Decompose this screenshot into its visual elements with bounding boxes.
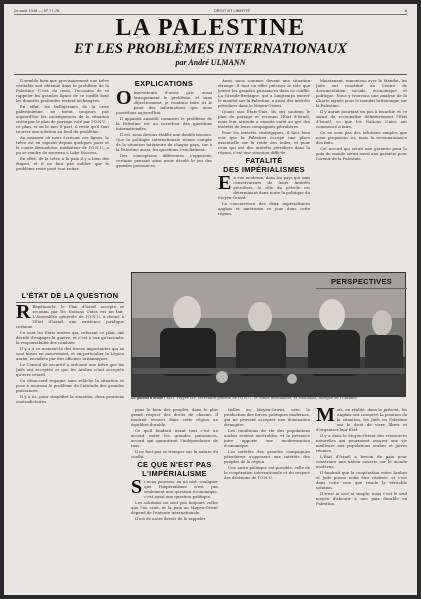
dropcap: R [16, 300, 31, 323]
article-title: LA PALESTINE [115, 15, 306, 41]
section-heading-ce-que [131, 461, 218, 478]
header-rule [14, 74, 407, 75]
heading-line: FATALITÉ [245, 156, 283, 165]
paragraph: ais, en réalité, dans le présent, les Anglais ont conservé la position de la situation, les Juifs en Palestine ont le droit de vivre libres et d'organiser leur État. [316, 407, 407, 432]
paragraph: Il y a dans le Moyen-Orient des ressources naturelles qui pourraient assurer une vie meilleure aux populations arabes et juives réunies. [316, 433, 407, 453]
dropcap: M [316, 407, 335, 426]
paragraph: Pour les intérêts stratégiques, il faut bien voir que la Palestine occupe une place essentielle sur la route des Indes, et pour ceux qui ont des intérêts pétroliers dans la région, c'est une situation difficile. [218, 130, 310, 155]
paragraph: Il semble bien que provisoirement une trêve véritable soit obtenue dans le problème de la Palestine. C'est, du reste, l'occasion de se rappeler les grandes lignes de ce conflit dont les données profondes restent inchangées. [16, 78, 109, 103]
paragraph: Une autre politique est possible, celle de la coopération internationale et du respect des décisions de l'O.N.U. [224, 465, 310, 480]
paragraph: Il y aurait pourtant un pas à franchir, et ce serait de reconnaître définitivement l'État d'Israël, ce que les Nations Unies ont commencé à faire. [316, 109, 407, 129]
issue-date: 2e août 1948 — Nº 77-78 [14, 8, 60, 13]
paragraph: n vue moderne, dans les pays qui sont conservateurs de leurs intérêts pétroliers, le rôle du pétrole est déterminant dans toute la politique du Moyen-Orient. [218, 175, 310, 200]
paragraph: Quant aux États-Unis, ils ont soutenu le plan de partage et reconnu l'État d'Israël, mais leur attitude a ensuite varié au gré des intérêts de leurs compagnies pétrolières. [218, 109, 310, 129]
paragraph: Il est de notre devoir de le rappeler. [135, 516, 207, 521]
page-number: 5 [404, 8, 407, 13]
dropcap: E [218, 172, 232, 194]
section-heading-etat: L'ÉTAT DE LA QUESTION [16, 292, 124, 303]
paragraph: Le Conseil de sécurité a ordonné une trêve que les Juifs ont acceptée et que les Arabes n'ont acceptée qu'avec retard. [16, 361, 124, 377]
heading-line: CE QUE N'EST PAS [137, 460, 212, 469]
heading-line: DES IMPÉRIALISMES [223, 164, 305, 174]
paragraph: Les conditions de vie des populations arabes restent misérables, et la présence juive apporte une modernisation économique. [224, 428, 310, 448]
paragraph: pour le bien des peuples, dans le plus grand respect des droits de chacun. Il faudrait trouver dans cette région un équilibre durable. [131, 407, 218, 427]
publication-name: DROIT ET LIBERTÉ [213, 8, 251, 13]
section-heading-explications: EXPLICATIONS [134, 79, 194, 88]
paragraph: bservateurs d'avoir pris aussi brusquement le problème, et sans objectivement, je voudrais faire ici le point des informations que nous possédons aujourd'hui. [116, 89, 212, 115]
paragraph: i nous pouvons, en un mot, souligner que l'impérialisme n'est pas seulement une question économique, c'est aussi une question politique. [144, 479, 218, 499]
paragraph: Ce sont les États arabes qui, refusant ce plan, ont décidé d'engager la guerre, et c'est à eux qu'incombe la responsabilité des combats. [16, 329, 124, 345]
paragraph: Ce qu'il faudrait avant tout c'est un accord entre les grandes puissances, accord qui garantirait l'indépendance de tous. [131, 428, 218, 448]
article-subtitle: ET LES PROBLÈMES INTERNATIONAUX [74, 41, 347, 57]
column-2-bottom [131, 407, 218, 590]
section-heading-perspectives: PERSPECTIVES [316, 278, 407, 289]
paragraph: Les solutions ne sont pas toujours celles que l'on croit, et la paix au Moyen-Orient dépend de l'entente internationale. [131, 500, 218, 515]
paragraph: Aussi nous sommes devant une situation étrange. Il faut en effet préciser le rôle que jouent les grandes puissances dans ce conflit. La Grande-Bretagne, qui a longtemps exercé le mandat sur la Palestine, a aussi des intérêts pétroliers dans le Moyen-Orient. [218, 78, 310, 108]
column-2-top [116, 78, 212, 270]
paragraph: Il apparaît aussitôt comment le problème de la Palestine est au carrefour des questions internationales. [116, 115, 212, 131]
paragraph: Il ne faut pas se tromper sur la nature du conflit. [131, 449, 218, 459]
paragraph: Il y a à ce moment-là des forces importantes qui se sont mises en mouvement, et en particulier la Légion arabe, encadrée par des officiers britanniques. [16, 345, 124, 361]
column-1-top [16, 78, 109, 286]
paragraph: tielles au Moyen-Orient, avec la production des forces politiques modernes, qui ne peuvent accepter une domination étrangère. [224, 407, 310, 427]
column-4-bottom-text [316, 407, 407, 590]
paragraph: La concurrence des deux impérialismes anglais et américain se joue dans cette région. [218, 201, 310, 216]
heading-line: L'IMPÉRIALISME [142, 468, 207, 478]
column-4-top [316, 78, 407, 272]
paragraph: Cet accord qui serait une garantie pour la paix du monde serait aussi une garantie pour l'avenir de la Palestine. [316, 146, 407, 161]
paragraph: Il faudrait que la coopération entre Arabes et Juifs puisse enfin être réalisée, et c'est dans cette voie que réside la véritable solution. [316, 470, 407, 490]
dropcap: S [131, 476, 143, 498]
paragraph: En effet, de la trêve à la paix il y a bien des étapes, et il ne faut pas oublier que le problème reste posé tout entier. [16, 156, 109, 171]
paragraph: Répétons-le, le Plan d'Israël accepté et reconnu par les Nations Unies est un fait. L'Assemblée générale de l'O.N.U. a donné à l'État d'Israël une existence juridique certaine. [16, 303, 124, 329]
paragraph: Il y a ici, pour simplifier la situation, deux positions contradictoires. [16, 393, 124, 404]
caption-text: MM. Trygve Lie, secrétaire général de l'O.N.U., le comte Bernadotte, et Moutollas, délégué de l'Ukraine. [166, 396, 358, 400]
paragraph: Il est, nous devons établir une double tension. Que la politique internationale tienne compte de la situation intérieure de chaque pays, car à la Palestine aussi, les questions s'enchaînent. [116, 131, 212, 152]
caption-lead: De gauche à droite : [131, 396, 166, 400]
paragraph: Ce désaccord regagne sans relâche la situation et pose à nouveau le problème de l'attitude des grandes puissances. [16, 377, 124, 393]
article-header [12, 15, 409, 68]
article-author: par André ULMANN [175, 58, 246, 67]
paragraph: Les intérêts des grandes compagnies pétrolières s'opposent aux intérêts des peuples de la région. [224, 449, 310, 464]
section-heading-fatalite [218, 157, 310, 174]
paragraph: L'État d'Israël a besoin de paix pour construire une nation ouverte sur le monde moderne. [316, 454, 407, 469]
paragraph: Ce ne sont pas des solutions simples que nous proposons ici, mais la reconnaissance des faits. [316, 130, 407, 145]
column-1-bottom [16, 290, 124, 590]
paragraph: Il n'est ni aisé ni simple, mais c'est le seul moyen d'aboutir à une paix durable en Palestine. [316, 491, 407, 506]
paragraph: En effet, les belligérants de la crise palestinienne, ne tirent toujours pas aujourd'hui les conséquences de la situation créée par le plan de partage voté par l'O.N.U. ; ce plan, si on le met à part, il reste qu'il faut trouver une solution au fond du problème. [16, 104, 109, 134]
newspaper-page [4, 4, 417, 595]
paragraph: Au moment où nous écrivons ces lignes, la trêve est en vigueur depuis quelques jours et le comte Bernadotte, médiateur de l'O.N.U., a pu se rendre de nouveau à Lake Success. [16, 135, 109, 155]
masthead [14, 7, 407, 15]
column-3-bottom [224, 407, 310, 590]
dropcap: O [116, 86, 132, 109]
paragraph: Des conceptions différentes s'opposent, certains pensant ainsi avoir décelé le jeu des grandes puissances. [116, 152, 212, 168]
column-3-top [218, 78, 310, 270]
paragraph: Maintenant, remontons avec le Mandat, les Juifs ont constitué un Centre de documentation sociale, économique et politique. Nous y trouvons une analyse de la Charte signée pour le mandat britannique sur la Palestine. [316, 78, 407, 108]
